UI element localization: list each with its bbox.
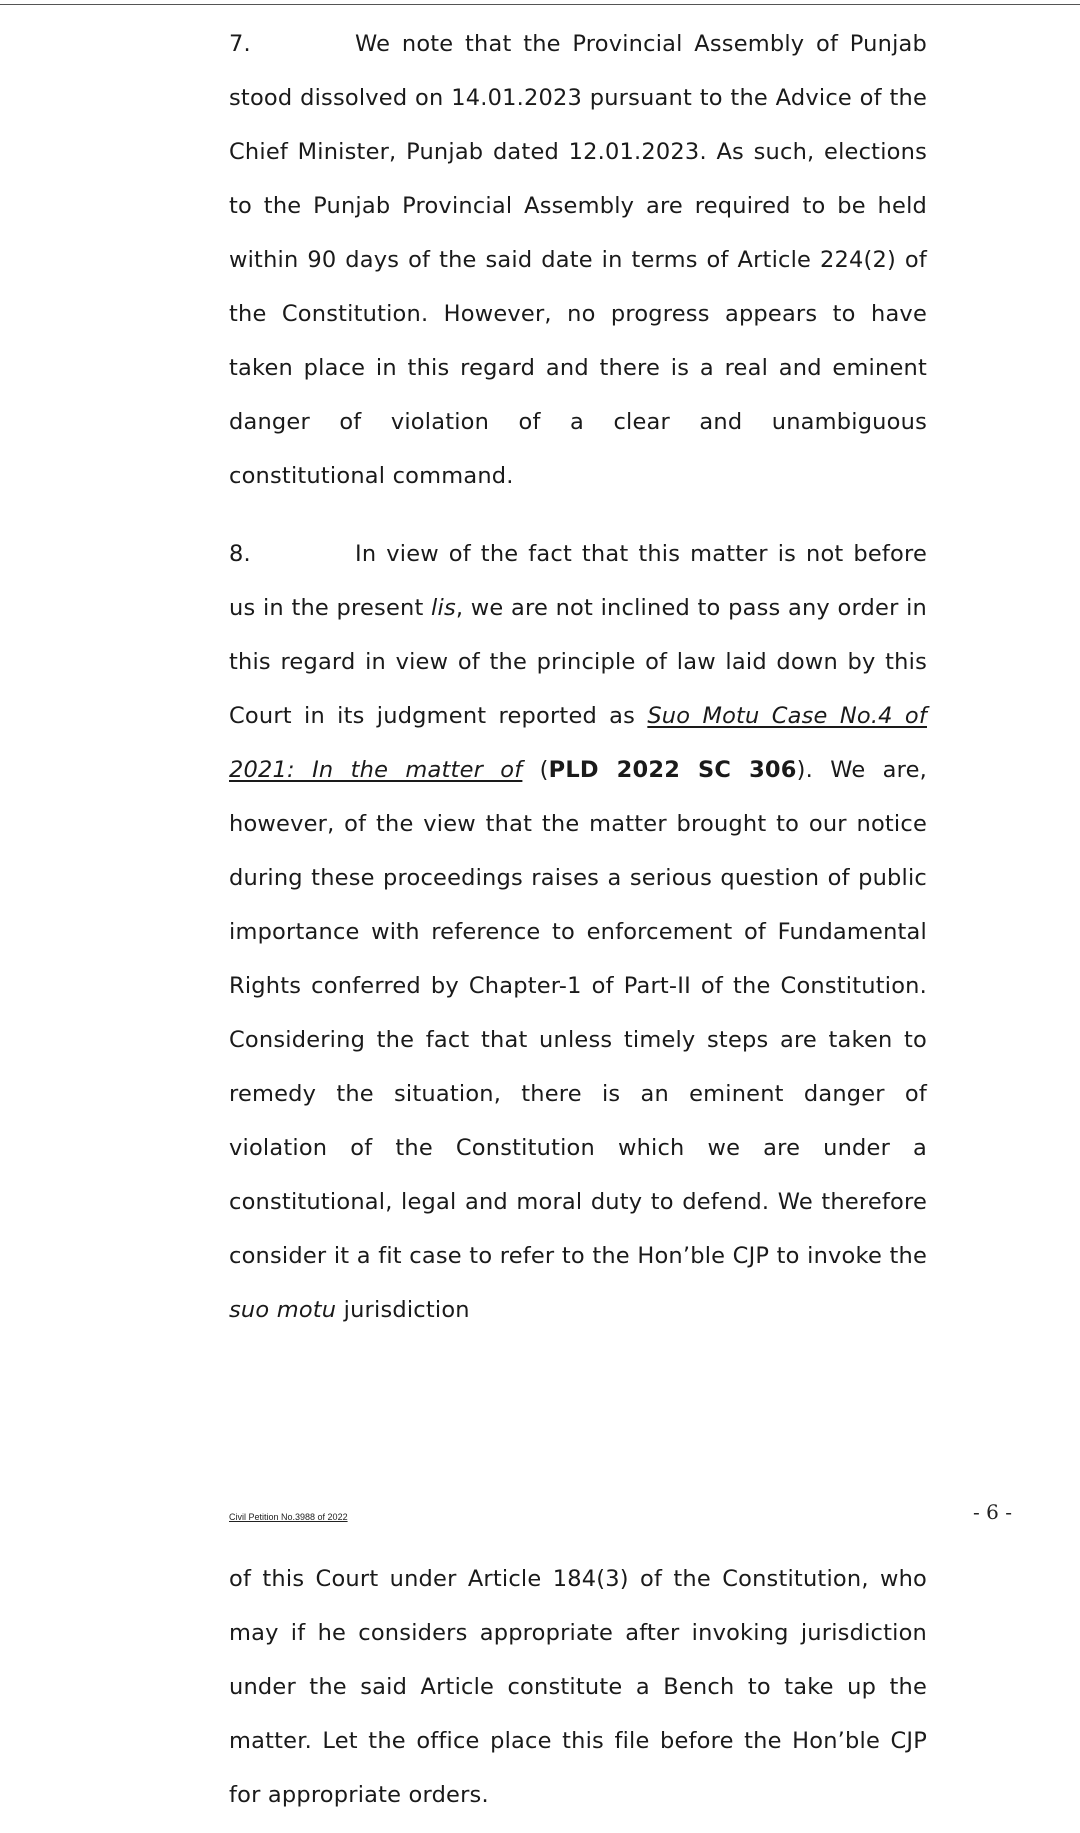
latin-term-lis: lis <box>431 595 456 621</box>
paragraph-text: ( <box>522 757 549 783</box>
paragraph-number: 8. <box>229 541 251 567</box>
page-number: - 6 - <box>973 1500 1012 1524</box>
paragraph-8-continued <box>229 1552 927 1822</box>
paragraph-text: jurisdiction <box>336 1297 470 1323</box>
case-name: Suo Motu Case No.4 of 2021: In the matter of <box>229 703 927 783</box>
paragraph-text: , we are not inclined to pass any order in this regard in view of the principle of law laid down by this Court in its judgment reported as <box>229 595 927 729</box>
paragraph-text: ). We are, however, of the view that the matter brought to our notice during these proceedings raises a serious question of public importance with reference to enforcement of Fundamental Rights conferred by Chapter-1 of Part-II of the Constitution. Considering the fact that unless timely steps are taken to remedy the situation, there is an eminent danger of violation of the Constitution which we are under a constitutional, legal and moral duty to defend. We therefore consider it a fit case to refer to the Hon’ble CJP to invoke the <box>229 757 927 1269</box>
paragraph-text: of this Court under Article 184(3) of the Constitution, who may if he considers appropriate after invoking jurisdiction under the said Article constitute a Bench to take up the matter. Let the office place this file before the Hon’ble CJP for appropriate orders. <box>229 1566 927 1808</box>
latin-term-suo-motu: suo motu <box>229 1297 337 1323</box>
top-border-line <box>0 4 1080 5</box>
paragraph-number: 7. <box>229 31 251 57</box>
paragraph-text: In view of the fact that this matter is not before us in the present <box>229 541 927 621</box>
citation: PLD 2022 SC 306 <box>548 757 797 783</box>
paragraph-text: We note that the Provincial Assembly of Punjab stood dissolved on 14.01.2023 pursuant to the Advice of the Chief Minister, Punjab dated 12.01.2023. As such, elections to the Punjab Provincial Assembly are required to be held within 90 days of the said date in terms of Article 224(2) of the Constitution. However, no progress appears to have taken place in this regard and there is a real and eminent danger of violation of a clear and unambiguous constitutional command. <box>229 31 927 489</box>
footer-case-reference: Civil Petition No.3988 of 2022 <box>229 1512 348 1522</box>
paragraph-8 <box>229 527 927 1337</box>
paragraph-7 <box>229 17 927 503</box>
